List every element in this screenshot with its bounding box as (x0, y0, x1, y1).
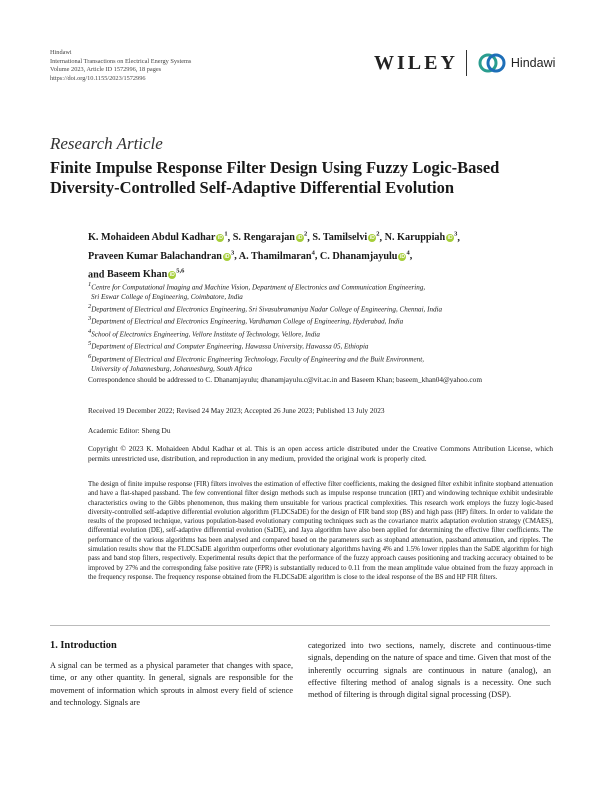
hindawi-logo-text: Hindawi (510, 56, 556, 70)
journal-name: International Transactions on Electrical Energy Systems (50, 57, 192, 65)
intro-column-right: categorized into two sections, namely, discrete and continuous-time signals, depending on the nature of space and time. Given that most of the inherently occurring signals are continuous in nature (analog), an effective filtering method of analog signals is a necessity. One such method of filtering is through digital signal processing (DSP). (308, 641, 551, 700)
journal-meta (50, 49, 191, 83)
orcid-icon[interactable]: iD (297, 235, 303, 242)
publication-dates: Received 19 December 2022; Revised 24 May 2023; Accepted 26 June 2023; Published 13 July 2023 (88, 406, 385, 415)
abstract: The design of finite impulse response (FIR) filters involves the estimation of effective filter coefficients, making the designed filter exhibit infinite stopband attenuation and have a flat-shaped passband. The few conventional filter design methods such as impulse response truncation (IRT) and windowing technique exhibit undesirable characteristics owing to the Gibbs phenomenon, thus making them unsuitable for various practical complexities. This research work employs the fuzzy logic-based diversity-controlled self-adaptive differential evolution algorithm (FLDCSaDE) for the design of FIR band stop (BS) and high pass (HP) filters. In order to validate the results of the proposed technique, various population-based evolutionary computing techniques such as the covariance matrix adaptation evolution strategy (CMAES), differential evolution (DE), self-adaptive differential evolution (SaDE), and Jaya algorithm have also been applied for determining the effective filter coefficients. The performance of the various algorithms has been analysed and compared based on the parameters such as stopband attenuation, passband attenuation, and ripples. The simulation results show that the FLDCSaDE algorithm outperforms other evolutionary algorithms having 4% and 1.5% lower ripples than the SaDE algorithm for high pass and band stop filters, respectively. Experimental results depict that the performance of the fuzzy approach causes positioning and tracking accuracy obtained to be improved by 27% and the corresponding false positive rate (FPR) is substantially reduced to 0.11 from the mean amplitude value obtained from the fuzzy approach in the frequency response. The frequency response obtained from the FLDCSaDE algorithm is close to the ideal response of the BS and HP FIR filters. (88, 481, 553, 581)
affiliation: $^6$Department of Electrical and Electronic Engineering Technology, Faculty of Engineering and the Built Environment, University of Johannesburg, Johannesburg, South Africa (88, 353, 424, 373)
author[interactable]: C. Dhanamjayulu $iD^4$ (319, 249, 410, 262)
logo-divider (466, 50, 467, 76)
intro-column-left: A signal can be termed as a physical parameter that changes with space, time, or any other quantity. In general, signals are responsible for the movement of information which sprouts in almost every field of science and technology. Signals are (50, 661, 293, 707)
orcid-icon[interactable]: iD (399, 253, 405, 260)
volume-line: Volume 2023, Article ID 1572996, 18 pages (50, 66, 162, 74)
doi-link[interactable]: https://doi.org/10.1155/2023/1572996 (50, 74, 146, 82)
author[interactable]: A. Thamilmaran$^4$ (238, 249, 315, 262)
author[interactable]: Baseem Khan iD$^{5,6}$ (106, 267, 185, 281)
author[interactable]: S. Tamilselvi $iD^2$ (312, 231, 380, 244)
orcid-icon[interactable]: iD (169, 272, 175, 279)
author[interactable]: S. Rengarajan $iD^2$ (232, 231, 308, 244)
orcid-icon[interactable]: iD (217, 235, 223, 242)
affiliation: $^2$Department of Electrical and Electronics Engineering, Sri Sivasubramaniya Nadar College of Engineering, Chennai, India (88, 302, 443, 314)
academic-editor: Academic Editor: Sheng Du (88, 426, 171, 435)
copyright-notice: Copyright © 2023 K. Mohaideen Abdul Kadhar et al. This is an open access article distributed under the Creative Commons Attribution License, which permits unrestricted use, distribution, and reproduction in any medium, provided the original work is properly cited. (88, 444, 553, 463)
affiliations (88, 280, 558, 374)
affiliation: $^5$Department of Electrical and Computer Engineering, Hawassa University, Hawassa 05, Ethiopia (88, 340, 369, 351)
affiliation: $^3$Department of Electrical and Electronics Engineering, Vardhaman College of Engineering, Hyderabad, India (88, 315, 404, 326)
orcid-icon[interactable]: iD (447, 235, 453, 242)
affiliation: $^4$School of Electronics Engineering, Vellore Institute of Technology, Vellore, India (88, 327, 320, 339)
article-type: Research Article (50, 134, 163, 153)
section-heading: 1. Introduction (50, 640, 117, 651)
author[interactable]: Praveen Kumar Balachandran $iD^3$ (88, 249, 235, 262)
orcid-icon[interactable]: iD (369, 235, 375, 242)
wiley-logo: WILEY (374, 51, 458, 74)
author[interactable]: N. Karuppiah $iD^3$ (384, 231, 458, 244)
affiliation: $^1$Centre for Computational Imaging and Machine Vision, Department of Electronics and Communication Engineering, Sri Eswar College of Engineering, Coimbatore, India (88, 281, 426, 301)
orcid-icon[interactable]: iD (224, 253, 230, 260)
paper-title: Finite Impulse Response Filter Design Using Fuzzy Logic-Based Diversity-Controlled Self-Adaptive Differential Evolution (50, 158, 500, 197)
author[interactable]: K. Mohaideen Abdul Kadhar $iD^1$ (88, 231, 228, 244)
hindawi-logo-icon (477, 52, 507, 74)
section-divider (50, 625, 550, 626)
publisher-line: Hindawi (50, 49, 72, 56)
correspondence-note: Correspondence should be addressed to C. Dhanamjayulu; dhanamjayulu.c@vit.ac.in and Baseem Khan; baseem_khan04@yahoo.com (88, 375, 482, 384)
publisher-logos (374, 48, 555, 78)
author-list: K. Mohaideen Abdul Kadhar $iD^1$, S. Rengarajan $iD^2$, S. Tamilselvi $iD^2$, N. Karuppiah $iD^3$, Praveen Kumar Balachandran $iD^3$, A. Thamilmaran$^4$, C. Dhanamjayulu $iD^4$, and Baseem Khan iD$^{5,6}$ (88, 231, 460, 281)
